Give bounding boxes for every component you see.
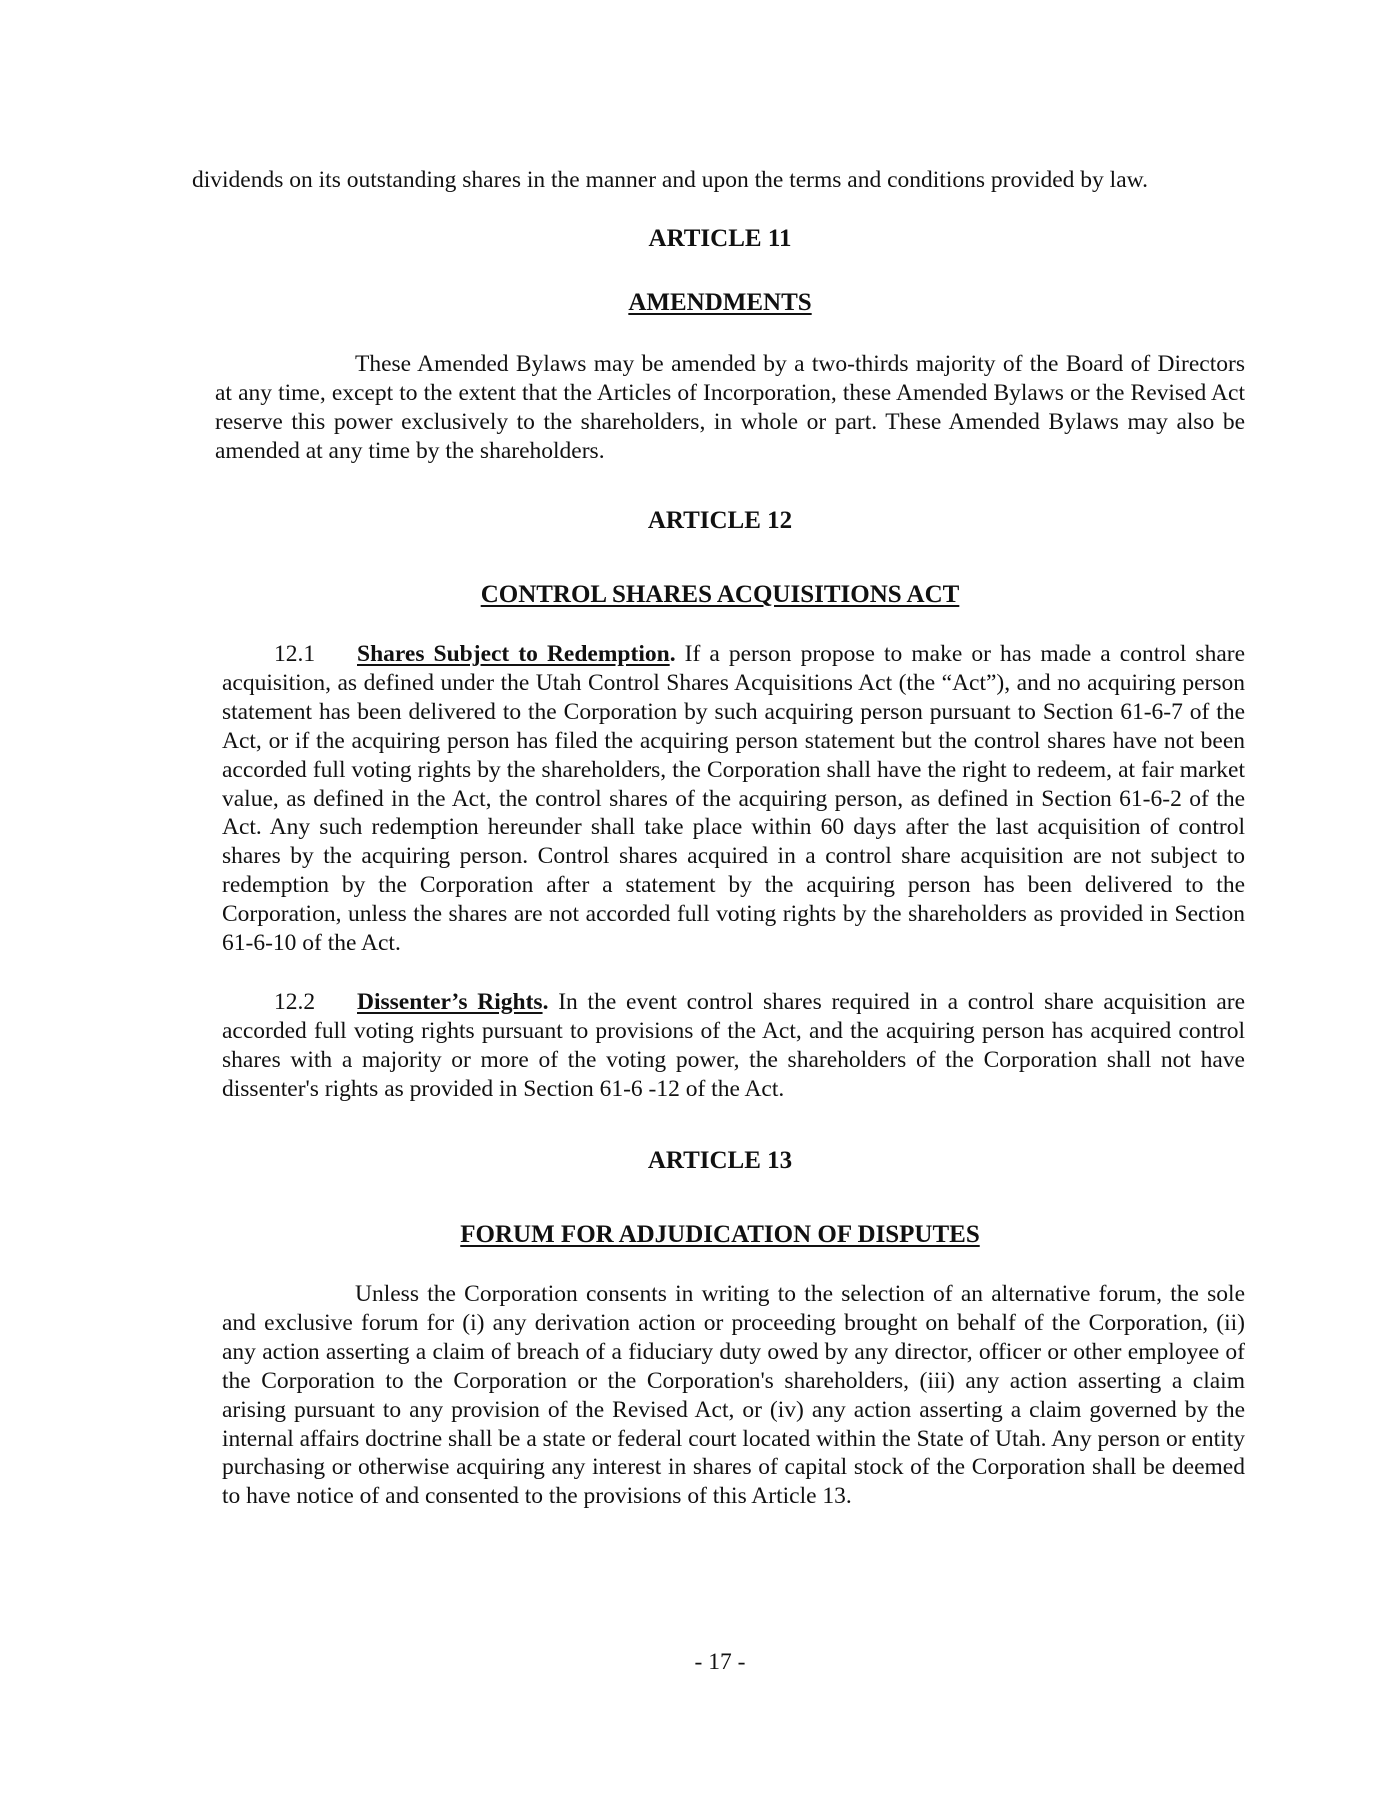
section-12-1-title: Shares Subject to Redemption [357,641,670,667]
section-12-2-text: In the event control shares required in a control share acquisition are accorded full voting rights pursuant to provisions of the Act, and the acquiring person has acquired control shares with a majority or more of the voting power, the shareholders of the Corporation shall not have dissenter's rights as provided in Section 61-6 -12 of the Act. [222,989,1246,1102]
section-12-2-title: Dissenter’s Rights [357,989,543,1015]
article-13-title [0,1220,1400,1250]
article-13-number: ARTICLE 13 [647,1147,793,1174]
article-11-title [0,288,1400,318]
section-12-1: 12.1 Shares Subject to Redemption. If a person propose to make or has made a control share acquisition, as defined under the Utah Control Shares Acquisitions Act (the “Act”), and no acquiring person statement has been delivered to the Corporation by such acquiring person pursuant to Section 61-6-7 of the Act, or if the acquiring person has filed the acquiring person statement but the control shares have not been accorded full voting rights by the shareholders, the Corporation shall have the right to redeem, at fair market value, as defined in the Act, the control shares of the acquiring person, as defined in Section 61-6-2 of the Act. Any such redemption hereunder shall take place within 60 days after the last acquisition of control shares by the acquiring person. Control shares acquired in a control share acquisition are not subject to redemption by the Corporation after a statement by the acquiring person has been delivered to the Corporation, unless the shares are not accorded full voting rights by the shareholders as provided in Section 61-6-10 of the Act. [222,641,1246,957]
article-13-body-text: Unless the Corporation consents in writing to the selection of an alternative forum, the sole and exclusive forum for (i) any derivation action or proceeding brought on behalf of the Corporation, (ii) any action asserting a claim of breach of a fiduciary duty owed by any director, officer or other employee of the Corporation to the Corporation or the Corporation's shareholders, (iii) any action asserting a claim arising pursuant to any provision of the Revised Act, or (iv) any action asserting a claim governed by the internal affairs doctrine shall be a state or federal court located within the State of Utah. Any person or entity purchasing or otherwise acquiring any interest in shares of capital stock of the Corporation shall be deemed to have notice of and consented to the provisions of this Article 13. [222,1281,1245,1510]
article-11-number: ARTICLE 11 [648,225,792,252]
section-12-1-text: If a person propose to make or has made a control share acquisition, as defined under the Utah Control Shares Acquisitions Act (the “Act”), and no acquiring person statement has been delivered to the Corporation by such acquiring person pursuant to Section 61-6-7 of the Act, or if the acquiring person has filed the acquiring person statement but the control shares have not been accorded full voting rights by the shareholders, the Corporation shall have the right to redeem, at fair market value, as defined in the Act, the control shares of the acquiring person, as defined in Section 61-6-2 of the Act. Any such redemption hereunder shall take place within 60 days after the last acquisition of control shares by the acquiring person. Control shares acquired in a control share acquisition are not subject to redemption by the Corporation after a statement by the acquiring person has been delivered to the Corporation, unless the shares are not accorded full voting rights by the shareholders as provided in Section 61-6-10 of the Act. [222,641,1246,957]
article-11-body [215,350,1245,466]
article-12-number: ARTICLE 12 [647,507,793,534]
section-12-2: 12.2 Dissenter’s Rights. In the event control shares required in a control share acquisition are accorded full voting rights pursuant to provisions of the Act, and the acquiring person has acquired control shares with a majority or more of the voting power, the shareholders of the Corporation shall not have dissenter's rights as provided in Section 61-6 -12 of the Act. [222,989,1246,1102]
article-11-body-text: These Amended Bylaws may be amended by a two-thirds majority of the Board of Directors at any time, except to the extent that the Articles of Incorporation, these Amended Bylaws or the Revised Act reserve this power exclusively to the shareholders, in whole or part. These Amended Bylaws may also be amended at any time by the shareholders. [215,351,1245,464]
carryover-text: dividends on its outstanding shares in the manner and upon the terms and conditions provided by law. [192,167,1148,193]
article-13-body [222,1280,1245,1511]
article-11-title-text: AMENDMENTS [628,289,812,316]
section-12-1-number: 12.1 [274,641,316,667]
page-number: - 17 - [694,1649,746,1675]
section-12-2-number: 12.2 [274,989,316,1015]
article-12-title-text: CONTROL SHARES ACQUISITIONS ACT [480,581,960,608]
article-13-title-text: FORUM FOR ADJUDICATION OF DISPUTES [460,1221,980,1248]
article-12-title [0,580,1400,610]
